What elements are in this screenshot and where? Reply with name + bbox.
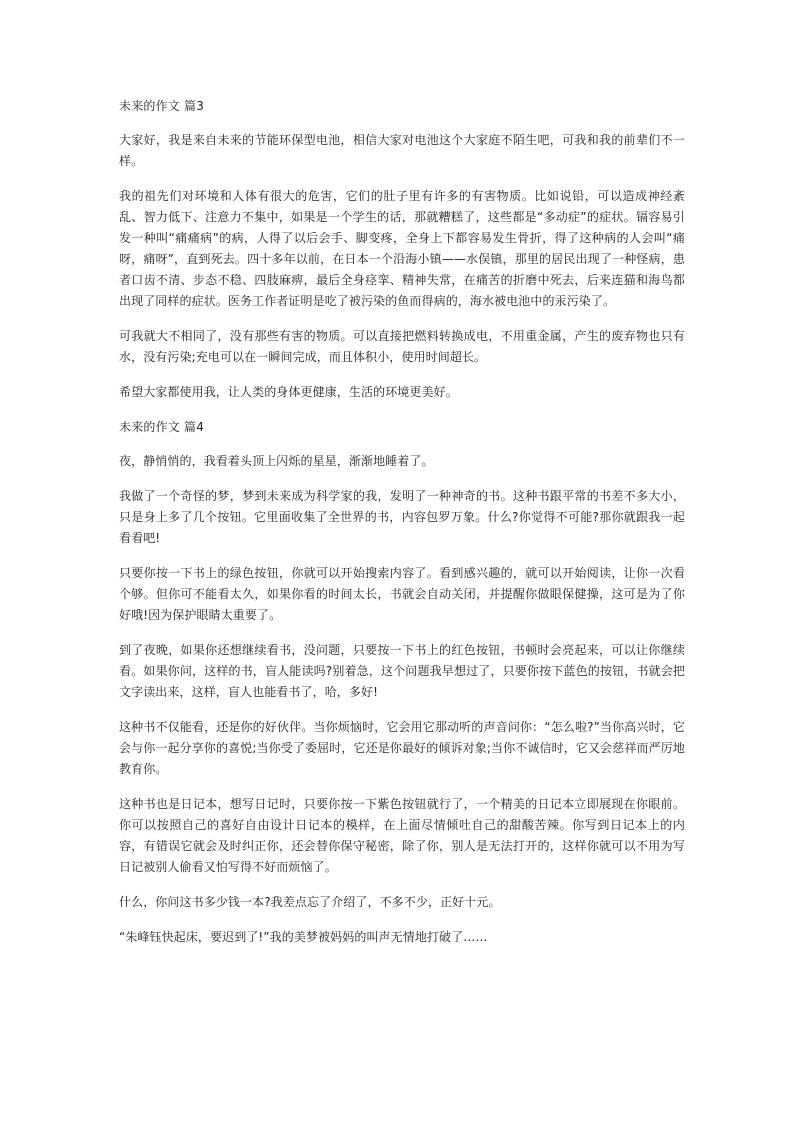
paragraph: 什么，你问这书多少钱一本?我差点忘了介绍了，不多不少，正好十元。 bbox=[119, 895, 501, 909]
paragraph: 这种书也是日记本，想写日记时，只要你按一下紫色按钮就行了，一个精美的日记本立即展现在你眼前。你可以按照自己的喜好自由设计日记本的模样，在上面尽情倾吐自己的甜酸苦辣。你写到日记本上的内容，有错误它就会及时纠正你，还会替你保守秘密，除了你，别人是无法打开的，这样你就可以不用为写日记被别人偷看又怕写得不好而烦恼了。 bbox=[119, 797, 685, 874]
section-title: 未来的作文 篇3 bbox=[119, 99, 205, 113]
paragraph: “朱峰钰快起床，要迟到了!”我的美梦被妈妈的叫声无情地打破了…… bbox=[119, 930, 488, 944]
paragraph: 希望大家都使用我，让人类的身体更健康，生活的环境更美好。 bbox=[119, 385, 458, 399]
paragraph: 我做了一个奇怪的梦，梦到未来成为科学家的我，发明了一种神奇的书。这种书跟平常的书差不多大小，只是身上多了几个按钮。它里面收集了全世界的书，内容包罗万象。什么?你觉得不可能?那你就跟我一起看看吧! bbox=[119, 489, 685, 545]
paragraph: 我的祖先们对环境和人体有很大的危害，它们的肚子里有许多的有害物质。比如说铅，可以造成神经紊乱、智力低下、注意力不集中，如果是一个学生的话，那就糟糕了，这些都是“多动症”的症状。镉容易引发一种叫“痛痛病”的病，人得了以后会手、脚变疼，全身上下都容易发生骨折，得了这种病的人会叫“痛呀，痛呀”，直到死去。四十多年以前，在日本一个沿海小镇——水俣镇，那里的居民出现了一种怪病，患者口齿不清、步态不稳、四肢麻痹，最后全身痉挛、精神失常，在痛苦的折磨中死去，后来连猫和海鸟都出现了同样的症状。医务工作者证明是吃了被污染的鱼而得病的，海水被电池中的汞污染了。 bbox=[119, 189, 685, 308]
paragraph: 夜，静悄悄的，我看着头顶上闪烁的星星，渐渐地睡着了。 bbox=[119, 454, 434, 468]
paragraph: 大家好，我是来自未来的节能环保型电池，相信大家对电池这个大家庭不陌生吧，可我和我的前辈们不一样。 bbox=[119, 133, 685, 168]
section-essay-3 bbox=[119, 96, 685, 403]
paragraph: 这种书不仅能看，还是你的好伙伴。当你烦恼时，它会用它那动听的声音问你：“怎么啦?”当你高兴时，它会与你一起分享你的喜悦;当你受了委屈时，它还是你最好的倾诉对象;当你不诚信时，它又会慈祥而严厉地教育你。 bbox=[119, 720, 685, 776]
section-essay-4 bbox=[119, 417, 685, 948]
paragraph: 到了夜晚，如果你还想继续看书，没问题，只要按一下书上的红色按钮，书顿时会亮起来，可以让你继续看。如果你问，这样的书，盲人能读吗?别着急，这个问题我早想过了，只要你按下蓝色的按钮，书就会把文字读出来，这样，盲人也能看书了，哈，多好! bbox=[119, 643, 685, 699]
paragraph: 只要你按一下书上的绿色按钮，你就可以开始搜索内容了。看到感兴趣的，就可以开始阅读，让你一次看个够。但你可不能看太久，如果你看的时间太长，书就会自动关闭，并提醒你做眼保健操，这可是为了你好哦!因为保护眼睛太重要了。 bbox=[119, 566, 685, 622]
paragraph: 可我就大不相同了，没有那些有害的物质。可以直接把燃料转换成电，不用重金属，产生的废弃物也只有水，没有污染;充电可以在一瞬间完成，而且体积小，使用时间超长。 bbox=[119, 329, 685, 364]
section-title: 未来的作文 篇4 bbox=[119, 420, 205, 434]
document-page bbox=[119, 96, 685, 962]
